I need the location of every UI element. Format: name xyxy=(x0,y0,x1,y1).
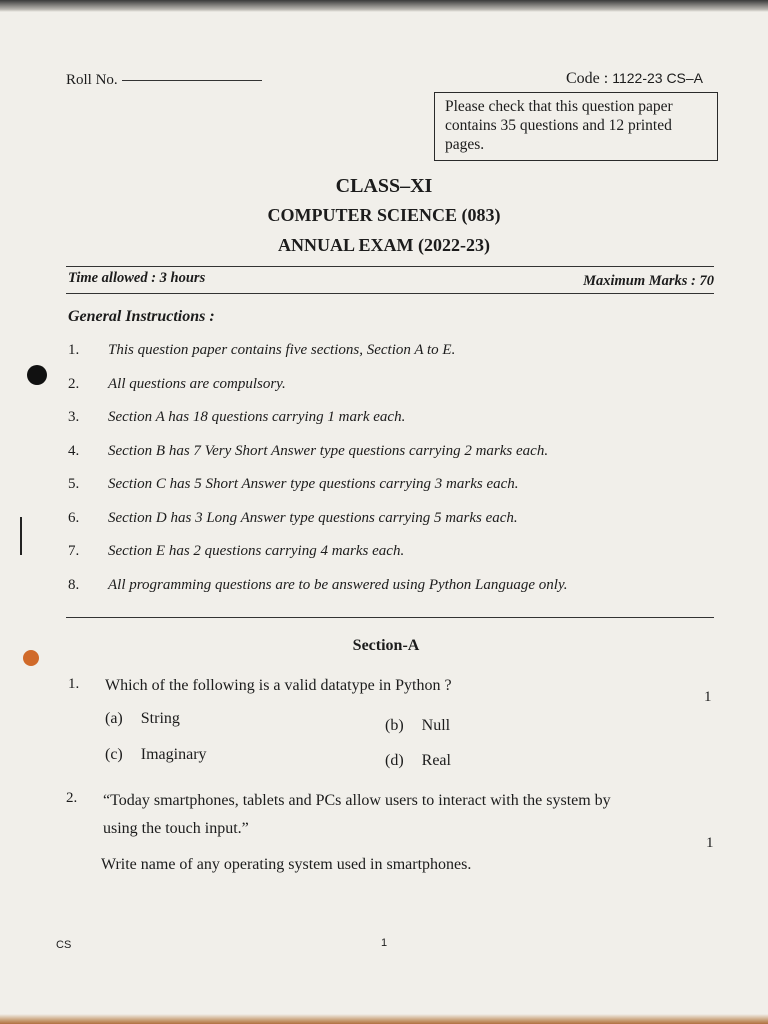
instruction-text: Section B has 7 Very Short Answer type questions carrying 2 marks each. xyxy=(108,442,549,459)
option-text: String xyxy=(140,710,180,727)
instruction-text: All questions are compulsory. xyxy=(108,375,286,392)
option-b xyxy=(385,717,450,735)
roll-number-field xyxy=(66,72,262,89)
instruction-item xyxy=(68,577,728,611)
divider xyxy=(66,266,714,267)
instructions-list xyxy=(68,342,728,610)
maximum-marks: Maximum Marks : 70 xyxy=(583,273,714,289)
question-text: using the touch input.” xyxy=(103,820,249,837)
paper-code xyxy=(566,70,703,88)
instruction-item xyxy=(68,409,728,443)
instruction-text: Section C has 5 Short Answer type questions carrying 3 marks each. xyxy=(108,476,519,492)
option-label: (c) xyxy=(105,746,123,763)
question-marks: 1 xyxy=(704,689,712,705)
instruction-number: 8. xyxy=(68,576,80,593)
question-marks: 1 xyxy=(706,835,714,851)
photo-bottom-edge xyxy=(0,1014,768,1024)
instruction-text: This question paper contains five sections, Section A to E. xyxy=(108,342,456,358)
code-value: 1122-23 CS–A xyxy=(612,70,704,86)
question-text: Write name of any operating system used in smartphones. xyxy=(101,856,472,873)
roll-number-label: Roll No. xyxy=(66,72,118,88)
margin-pen-stroke xyxy=(20,517,22,555)
class-title: CLASS–XI xyxy=(335,175,433,197)
time-allowed: Time allowed : 3 hours xyxy=(68,270,206,286)
instruction-item xyxy=(68,510,728,544)
instruction-number: 2. xyxy=(68,375,80,392)
instruction-number: 7. xyxy=(68,543,80,559)
instruction-number: 6. xyxy=(68,509,80,526)
instruction-item xyxy=(68,443,728,477)
footer-subject-code: CS xyxy=(56,939,72,951)
hole-punch-mark xyxy=(27,365,47,385)
instruction-item xyxy=(68,543,728,577)
roll-number-line xyxy=(122,80,262,81)
page-number: 1 xyxy=(381,937,388,949)
question-text: Which of the following is a valid datatype in Python ? xyxy=(105,677,452,694)
option-label: (d) xyxy=(385,752,404,769)
option-a xyxy=(105,710,180,728)
question-text: “Today smartphones, tablets and PCs allow users to interact with the system by xyxy=(103,792,611,809)
instruction-item xyxy=(68,376,728,410)
option-text: Real xyxy=(421,752,451,769)
instruction-number: 5. xyxy=(68,476,80,492)
instruction-number: 1. xyxy=(68,342,80,358)
option-c xyxy=(105,746,207,764)
divider xyxy=(66,617,714,618)
instruction-text: All programming questions are to be answered using Python Language only. xyxy=(108,576,568,593)
instruction-number: 4. xyxy=(68,442,80,459)
exam-title: ANNUAL EXAM (2022-23) xyxy=(278,235,490,255)
instruction-text: Section D has 3 Long Answer type questions carrying 5 marks each. xyxy=(108,509,518,526)
code-label: Code : xyxy=(566,70,609,87)
instructions-heading: General Instructions : xyxy=(68,308,215,325)
page-check-notice: Please check that this question paper contains 35 questions and 12 printed pages. xyxy=(434,92,718,161)
option-text: Null xyxy=(421,717,451,734)
divider xyxy=(66,293,714,294)
option-label: (b) xyxy=(385,717,404,734)
option-label: (a) xyxy=(105,710,123,727)
instruction-item xyxy=(68,476,728,510)
option-d xyxy=(385,752,451,770)
option-text: Imaginary xyxy=(140,746,207,763)
instruction-item xyxy=(68,342,728,376)
photo-top-edge xyxy=(0,0,768,12)
instruction-text: Section E has 2 questions carrying 4 marks each. xyxy=(108,543,405,559)
subject-title: COMPUTER SCIENCE (083) xyxy=(267,205,501,225)
question-number: 2. xyxy=(66,790,78,806)
question-number: 1. xyxy=(68,676,80,692)
instruction-number: 3. xyxy=(68,409,80,425)
section-title: Section-A xyxy=(352,637,420,654)
instruction-text: Section A has 18 questions carrying 1 mark each. xyxy=(108,409,406,425)
